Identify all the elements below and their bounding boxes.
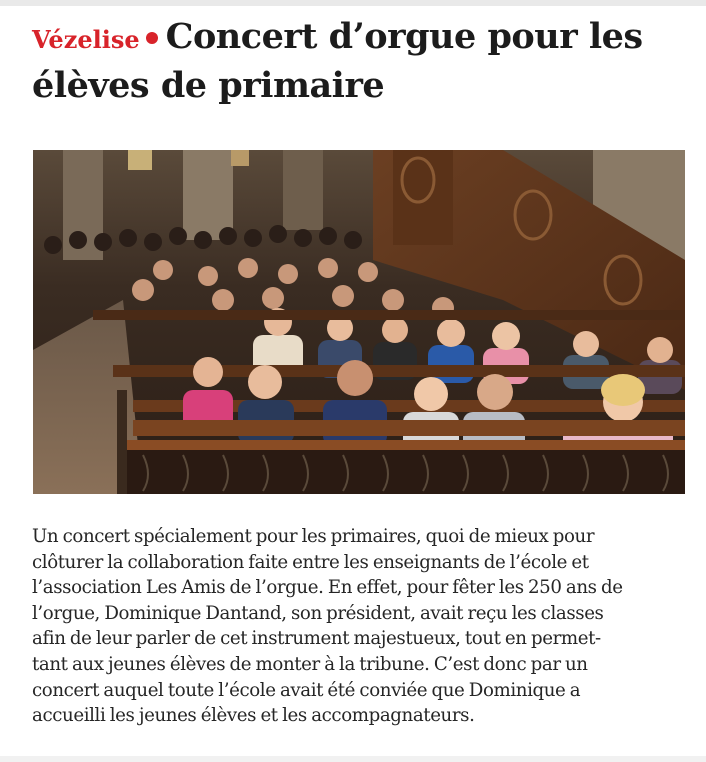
body-line: clôturer la collaboration faite entre les enseignants de l’école et [32,551,589,573]
article-kicker: Vézelise [32,25,140,54]
body-line: accueilli les jeunes élèves et les accompagnateurs. [32,705,475,727]
body-line: Un concert spécialement pour les primaires, quoi de mieux pour [32,526,595,547]
top-border [0,0,706,6]
body-line: tant aux jeunes élèves de monter à la tribune. C’est donc par un [32,653,588,675]
kicker-bullet-dot [146,32,158,44]
headline-line-2: élèves de primaire [32,65,385,106]
article-headline [32,14,692,109]
article-body [32,524,688,729]
body-line: l’association Les Amis de l’orgue. En effet, pour fêter les 250 ans de [32,577,623,599]
body-line: l’orgue, Dominique Dantand, son président, avait reçu les classes [32,602,604,624]
bottom-border [0,756,706,762]
article-photo [33,150,685,494]
children-in-church-pews-photo [33,150,685,494]
body-line: concert auquel toute l’école avait été conviée que Dominique a [32,679,581,701]
body-line: afin de leur parler de cet instrument majestueux, tout en permet- [32,628,601,650]
headline-line-1: Concert d’orgue pour les [165,16,643,57]
